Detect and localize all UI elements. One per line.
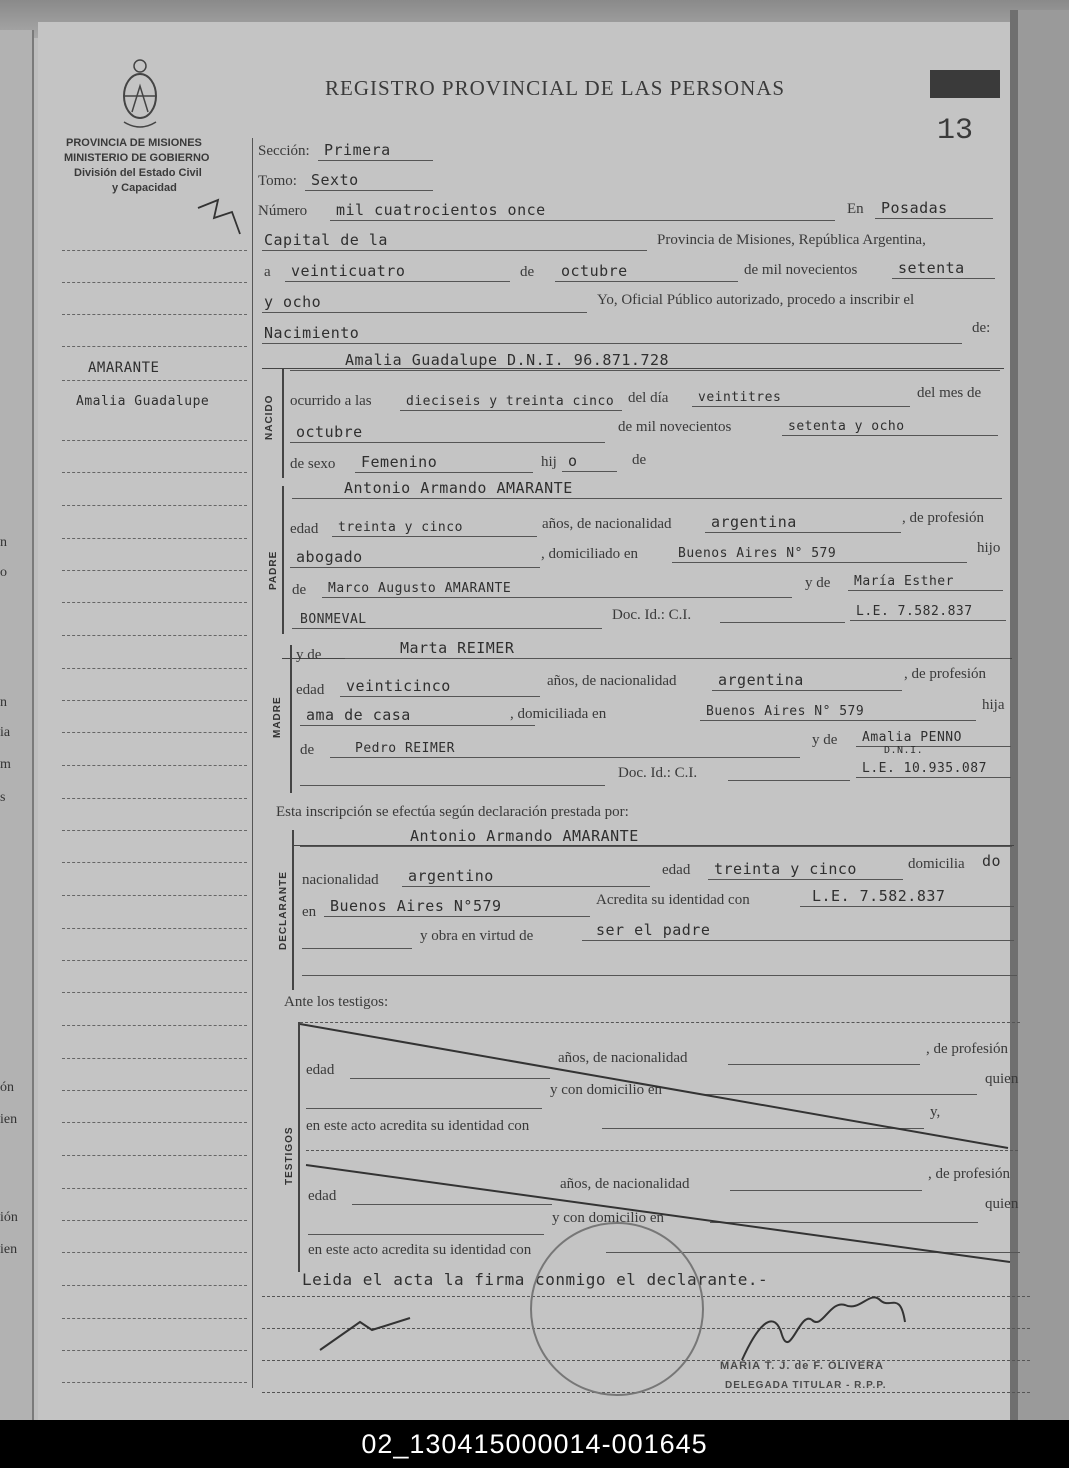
initials-mark: [198, 200, 240, 234]
y-de-madre-label: y de: [296, 647, 322, 663]
sexo-label: de sexo: [290, 456, 336, 472]
y-de-mat-label: y de: [812, 732, 838, 748]
tomo-field: Sexto: [305, 170, 433, 191]
de-madre-label: de: [300, 742, 315, 758]
con-domicilio-t1-label: y con domicilio en: [550, 1082, 663, 1098]
left-fragment: o: [0, 565, 7, 580]
officer-signature: [742, 1297, 905, 1360]
declarante-nombre-field: Antonio Armando AMARANTE: [300, 826, 1012, 847]
province-line: División del Estado Civil: [74, 167, 202, 179]
official-title: DELEGADA TITULAR - R.P.P.: [725, 1380, 887, 1391]
en-label: En: [847, 201, 864, 217]
edad-t1-label: edad: [306, 1062, 335, 1078]
abuela-mat-field: Amalia PENNO: [856, 726, 1011, 747]
margin-given-name: Amalia Guadalupe: [76, 394, 210, 409]
de-mil2-label: de mil novecientos: [618, 419, 732, 435]
province-line: PROVINCIA DE MISIONES: [66, 137, 202, 149]
madre-prof-field: ama de casa: [300, 705, 535, 726]
left-fragment: m: [0, 757, 11, 772]
left-fragment: ia: [0, 725, 11, 740]
domicilia-suffix: do: [982, 852, 1002, 870]
hija-label: hija: [982, 697, 1005, 713]
testigos-side-label: TESTIGOS: [284, 1126, 295, 1185]
decl-nac-field: argentino: [402, 866, 650, 887]
padre-side-label: PADRE: [268, 550, 279, 590]
seccion-label: Sección:: [258, 143, 310, 159]
decl-doc-field: L.E. 7.582.837: [800, 886, 1014, 907]
abuela-pat2-field: BONMEVAL: [292, 608, 602, 629]
register-title: REGISTRO PROVINCIAL DE LAS PERSONAS: [325, 76, 786, 100]
padre-nac-field: argentina: [705, 512, 901, 533]
le-madre-field: L.E. 10.935.087: [856, 757, 1011, 778]
domicilia-label: domicilia: [908, 856, 965, 872]
left-fragment: ien: [0, 1112, 18, 1127]
en-decl-label: en: [302, 904, 317, 920]
anios-label: años, de nacionalidad: [542, 516, 672, 532]
acredita-t2-label: en este acto acredita su identidad con: [308, 1242, 532, 1258]
con-domicilio-t2-label: y con domicilio en: [552, 1210, 665, 1226]
yo-label: Yo, Oficial Público autorizado, procedo a inscribir el: [597, 292, 915, 308]
decl-dom-field: Buenos Aires N°579: [324, 896, 590, 917]
edad-madre-label: edad: [296, 682, 325, 698]
anios-madre-label: años, de nacionalidad: [547, 673, 677, 689]
left-fragment: ón: [0, 1080, 14, 1095]
anio-field: setenta: [892, 258, 995, 279]
leida-note: Leida el acta la firma conmigo el declarante.-: [302, 1270, 769, 1289]
ocurrido-label: ocurrido a las: [290, 393, 372, 409]
madre-edad-field: veinticinco: [340, 676, 540, 697]
declarant-signature: [320, 1318, 410, 1350]
cancel-stroke-1: [300, 1024, 1008, 1148]
testigos-label: Ante los testigos:: [284, 994, 389, 1010]
image-id-bar: 02_130415000014-001645: [0, 1420, 1069, 1468]
left-fragment: s: [0, 790, 6, 805]
nacionalidad-label: nacionalidad: [302, 872, 379, 888]
profesion-madre-label: , de profesión: [904, 666, 987, 682]
nacido-nombre-field: Amalia Guadalupe D.N.I. 96.871.728: [290, 350, 1000, 371]
abuela-pat-field: María Esther: [848, 570, 1003, 591]
capital-field: Capital de la: [262, 230, 647, 251]
de3-label: de: [292, 582, 307, 598]
sexo-field: Femenino: [355, 452, 533, 473]
le-padre-field: L.E. 7.582.837: [850, 600, 1006, 621]
padre-prof-field: abogado: [290, 547, 540, 568]
quien-t1-label: quien: [985, 1071, 1019, 1087]
dni-small-label: D.N.I.: [884, 745, 924, 756]
declaracion-label: Esta inscripción se efectúa según declaración prestada por:: [276, 804, 629, 820]
madre-side-label: MADRE: [272, 696, 283, 738]
numero-label: Número: [258, 203, 308, 219]
abuelo-mat-field: Pedro REIMER: [330, 737, 800, 758]
dia-nac-field: veintitres: [692, 386, 910, 407]
provincia-label: Provincia de Misiones, República Argentina,: [657, 232, 926, 248]
madre-dom-field: Buenos Aires N° 579: [700, 700, 976, 721]
hijo-suffix-field: o: [562, 451, 617, 472]
anios-t1-label: años, de nacionalidad: [558, 1050, 688, 1066]
acredita-label: Acredita su identidad con: [596, 892, 750, 908]
de2-label: de: [632, 452, 647, 468]
hijo-label: hij: [541, 454, 557, 470]
domiciliado-label: , domiciliado en: [541, 546, 639, 562]
left-fragment: n: [0, 535, 7, 550]
madre-nombre-field: Marta REIMER: [345, 638, 1010, 659]
profesion-t1-label: , de profesión: [926, 1041, 1009, 1057]
quien-t2-label: quien: [985, 1196, 1019, 1212]
doc-id-label: Doc. Id.: C.I.: [612, 607, 692, 623]
official-name: MARIA T. J. de F. OLIVERA: [720, 1360, 884, 1372]
de-label: de: [520, 264, 535, 280]
abuelo-pat-field: Marco Augusto AMARANTE: [322, 577, 792, 598]
padre-dom-field: Buenos Aires N° 579: [672, 542, 967, 563]
de-colon-label: de:: [972, 320, 991, 336]
margin-surname: AMARANTE: [88, 360, 160, 376]
a-label: a: [264, 264, 271, 280]
profesion-label: , de profesión: [902, 510, 985, 526]
edad-label: edad: [290, 521, 319, 537]
madre-nac-field: argentina: [712, 670, 902, 691]
left-fragment: n: [0, 695, 7, 710]
numero-field: mil cuatrocientos once: [330, 200, 835, 221]
dia-field: veinticuatro: [285, 261, 510, 282]
declarante-side-label: DECLARANTE: [278, 871, 289, 950]
hijo2-label: hijo: [977, 540, 1001, 556]
obra-label: y obra en virtud de: [420, 928, 534, 944]
padre-edad-field: treinta y cinco: [332, 516, 537, 537]
anios-t2-label: años, de nacionalidad: [560, 1176, 690, 1192]
seccion-field: Primera: [318, 140, 433, 161]
y-de-label: y de: [805, 575, 831, 591]
province-line: y Capacidad: [112, 182, 177, 194]
del-dia-label: del día: [628, 390, 669, 406]
en-field: Posadas: [875, 198, 993, 219]
page-number: 13: [937, 114, 974, 148]
acto-field: Nacimiento: [262, 323, 962, 344]
doc-id-madre-label: Doc. Id.: C.I.: [618, 765, 698, 781]
domiciliada-label: , domiciliada en: [510, 706, 607, 722]
cancel-stroke-2: [306, 1165, 1010, 1262]
padre-nombre-field: Antonio Armando AMARANTE: [292, 478, 1002, 499]
del-mes-label: del mes de: [917, 385, 982, 401]
decl-virtud-field: ser el padre: [582, 920, 1014, 941]
y-comma-label: y,: [930, 1104, 941, 1120]
mes-nac-field: octubre: [290, 422, 605, 443]
mes-field: octubre: [555, 261, 738, 282]
anio2-field: y ocho: [262, 292, 587, 313]
hora-field: dieciseis y treinta cinco: [400, 390, 622, 411]
tomo-label: Tomo:: [258, 173, 297, 189]
acredita-t1-label: en este acto acredita su identidad con: [306, 1118, 530, 1134]
edad-t2-label: edad: [308, 1188, 337, 1204]
de-mil-label: de mil novecientos: [744, 262, 858, 278]
nacido-side-label: NACIDO: [264, 394, 275, 440]
left-fragment: ien: [0, 1242, 18, 1257]
edad-decl-label: edad: [662, 862, 691, 878]
anio-nac-field: setenta y ocho: [782, 415, 998, 436]
profesion-t2-label: , de profesión: [928, 1166, 1011, 1182]
decl-edad-field: treinta y cinco: [708, 859, 903, 880]
province-line: MINISTERIO DE GOBIERNO: [64, 152, 210, 164]
left-fragment: ión: [0, 1210, 18, 1225]
